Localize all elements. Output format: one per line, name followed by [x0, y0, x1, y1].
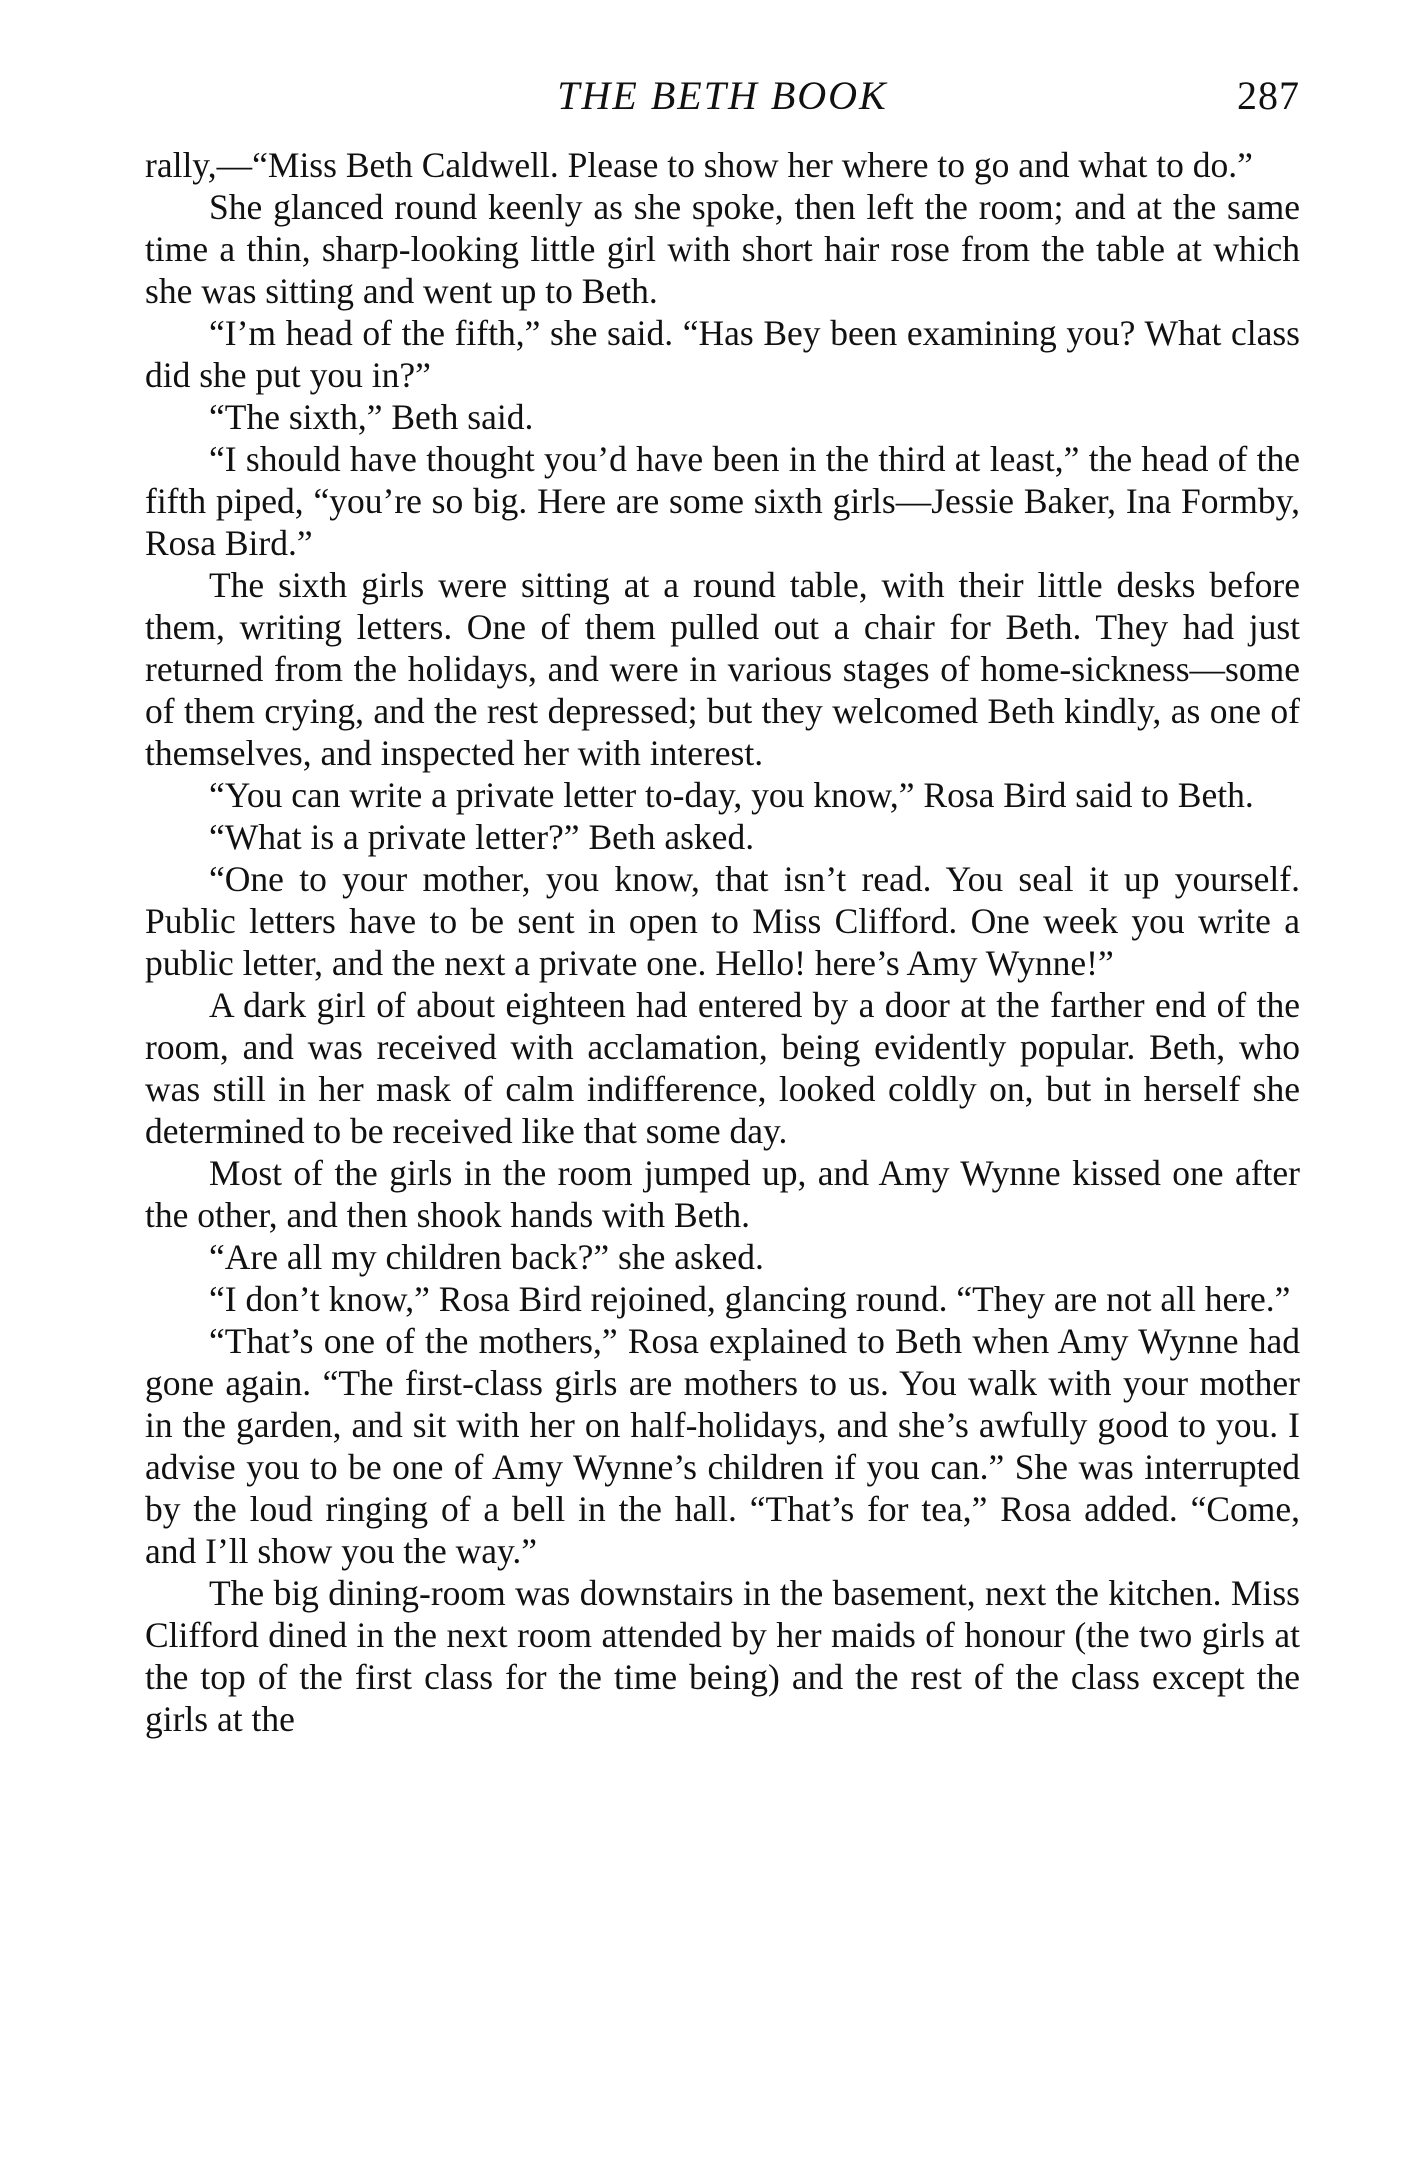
paragraph: rally,—“Miss Beth Caldwell. Please to show her where to go and what to do.” [145, 145, 1253, 185]
paragraph: A dark girl of about eighteen had entered by a door at the farther end of the room, and was received with acclamation, being evidently popular. Beth, who was still in her mask of calm indifference, looked coldly on, but in herself she determined to be received like that some day. [145, 985, 1300, 1151]
paragraph: The big dining-room was downstairs in the basement, next the kitchen. Miss Clifford dined in the next room attended by her maids of honour (the two girls at the top of the first class for the time being) and the rest of the class except the girls at the [145, 1573, 1300, 1739]
paragraph: “I don’t know,” Rosa Bird rejoined, glancing round. “They are not all here.” [209, 1279, 1291, 1319]
paragraph: “Are all my children back?” she asked. [209, 1237, 764, 1277]
paragraph: “One to your mother, you know, that isn’t read. You seal it up yourself. Public letters have to be sent in open to Miss Clifford. One week you write a public letter, and the next a private one. Hello! here’s Amy Wynne!” [145, 859, 1300, 983]
body-text [145, 144, 1300, 1740]
paragraph: She glanced round keenly as she spoke, then left the room; and at the same time a thin, sharp-looking little girl with short hair rose from the table at which she was sitting and went up to Beth. [145, 187, 1300, 311]
page-number: 287 [1237, 73, 1300, 118]
paragraph: “I’m head of the fifth,” she said. “Has Bey been examining you? What class did she put you in?” [145, 313, 1300, 395]
running-title: THE BETH BOOK [557, 73, 888, 118]
paragraph: Most of the girls in the room jumped up, and Amy Wynne kissed one after the other, and then shook hands with Beth. [145, 1153, 1300, 1235]
paragraph: “I should have thought you’d have been in the third at least,” the head of the fifth piped, “you’re so big. Here are some sixth girls—Jessie Baker, Ina Formby, Rosa Bird.” [145, 439, 1300, 563]
paragraph: “The sixth,” Beth said. [209, 397, 534, 437]
book-page [145, 72, 1300, 1740]
paragraph: The sixth girls were sitting at a round table, with their little desks before them, writing letters. One of them pulled out a chair for Beth. They had just returned from the holidays, and were in various stages of home-sickness—some of them crying, and the rest depressed; but they welcomed Beth kindly, as one of themselves, and inspected her with interest. [145, 565, 1300, 773]
paragraph: “You can write a private letter to-day, you know,” Rosa Bird said to Beth. [209, 775, 1254, 815]
paragraph: “What is a private letter?” Beth asked. [209, 817, 755, 857]
running-head [145, 72, 1300, 134]
paragraph: “That’s one of the mothers,” Rosa explained to Beth when Amy Wynne had gone again. “The first-class girls are mothers to us. You walk with your mother in the garden, and sit with her on half-holidays, and she’s awfully good to you. I advise you to be one of Amy Wynne’s children if you can.” She was interrupted by the loud ringing of a bell in the hall. “That’s for tea,” Rosa added. “Come, and I’ll show you the way.” [145, 1321, 1300, 1571]
